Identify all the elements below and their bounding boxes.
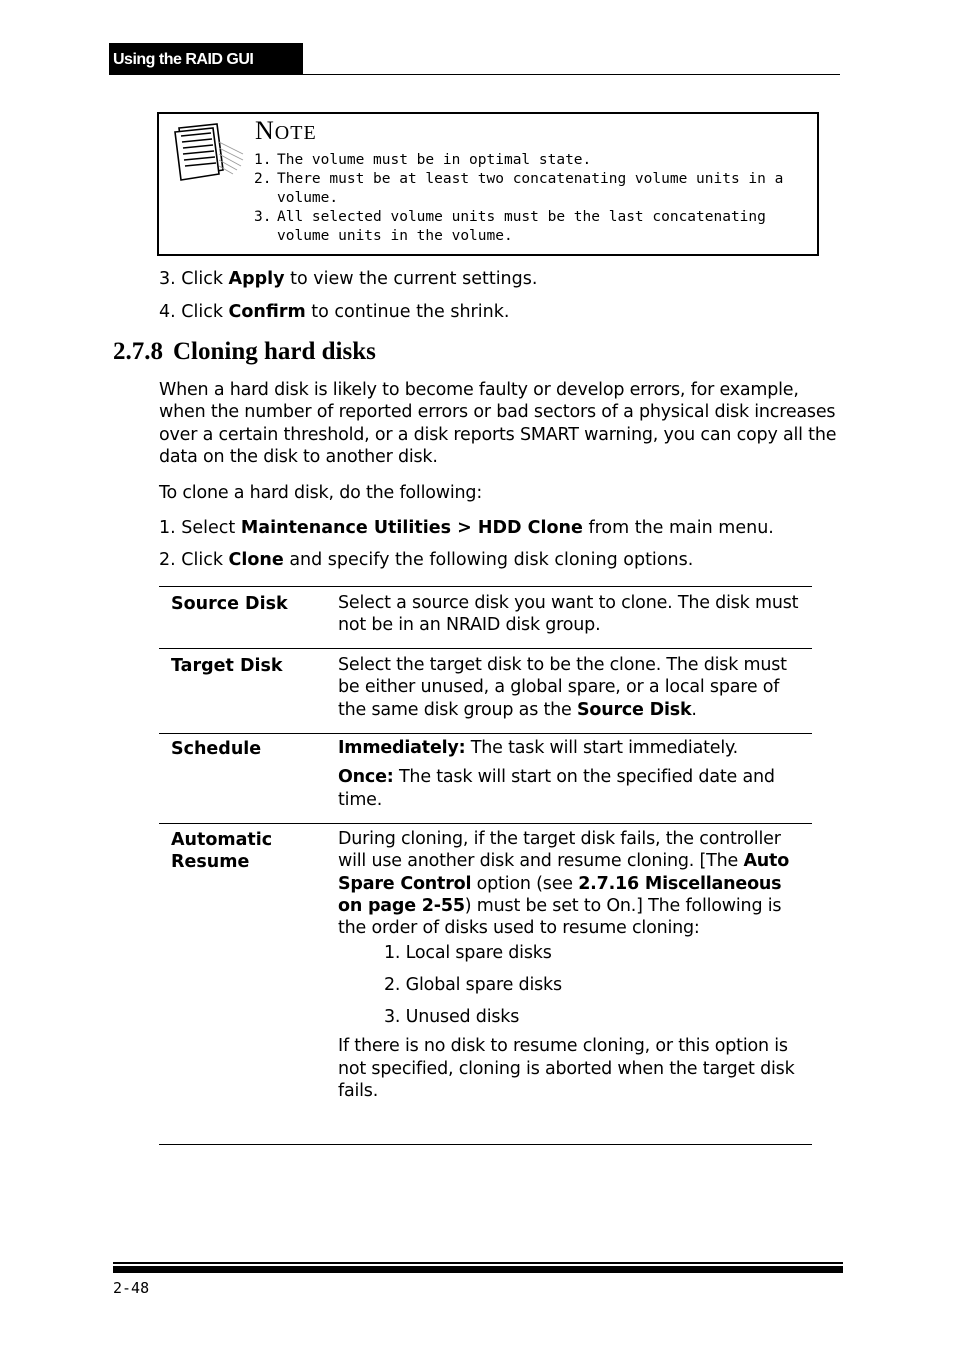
note-item: 1. The volume must be in optimal state. [254,152,592,168]
option-label: Source Disk [171,594,288,614]
step-click-clone: 2. Click Clone and specify the following disk cloning options. [159,550,694,570]
list-item: 1. Local spare disks [384,943,552,964]
note-title: NOTE [255,116,317,145]
option-label: Automatic Resume [171,830,273,873]
step-select-hdd-clone: 1. Select Maintenance Utilities > HDD Clone from the main menu. [159,518,774,538]
intro-paragraph: When a hard disk is likely to become faulty or develop errors, for example, when the number of reported errors or bad sectors of a physical disk increases over a certain threshold, or a disk reports SMART warning, you can copy all the data on the disk to another disk. [159,380,837,467]
list-item: 3. Unused disks [384,1007,520,1028]
option-label: Schedule [171,739,262,759]
step-confirm: 4. Click Confirm to continue the shrink. [159,302,510,322]
chapter-header-tab: Using the RAID GUI [109,43,303,75]
table-row-source-disk [159,586,812,648]
option-description [338,828,808,1102]
section-heading: 2.7.8 Cloning hard disks [113,338,376,365]
table-row-target-disk [159,648,812,733]
table-row-automatic-resume [159,823,812,1145]
resume-order-list [338,939,808,1035]
header-rule [109,74,840,75]
step-apply: 3. Click Apply to view the current settings. [159,269,538,289]
note-list [254,151,814,246]
lead-in: To clone a hard disk, do the following: [159,483,483,503]
option-label: Target Disk [171,656,283,676]
schedule-once: Once: The task will start on the specified date and time. [338,767,775,810]
footer-rule-thick [113,1266,843,1273]
table-row-schedule [159,733,812,823]
note-box [157,112,819,256]
page-number: 2-48 [113,1279,150,1297]
clone-options-table [159,586,812,1145]
option-description: Select a source disk you want to clone. The disk must not be in an NRAID disk group. [338,593,799,636]
note-pad-icon [167,122,247,184]
resume-paragraph: During cloning, if the target disk fails, the controller will use another disk and resume cloning. [The Auto Spare Control option (see 2.7.16 Miscellaneous on page 2-55) must be set to On.] The following is the order of disks used to resume cloning: [338,829,790,939]
schedule-immediately: Immediately: The task will start immediately. [338,738,739,758]
option-description [338,737,808,811]
footer-rule-thin [113,1262,843,1264]
option-description: Select the target disk to be the clone. The disk must be either unused, a global spare, or a local spare of the same disk group as the Source Disk. [338,655,787,720]
list-item: 2. Global spare disks [384,975,562,996]
note-item: 2. There must be at least two concatenating volume units in a volume. [254,171,784,206]
resume-abort-paragraph: If there is no disk to resume cloning, or this option is not specified, cloning is aborted when the target disk fails. [338,1036,795,1102]
note-item: 3. All selected volume units must be the last concatenating volume units in the volume. [254,209,766,244]
